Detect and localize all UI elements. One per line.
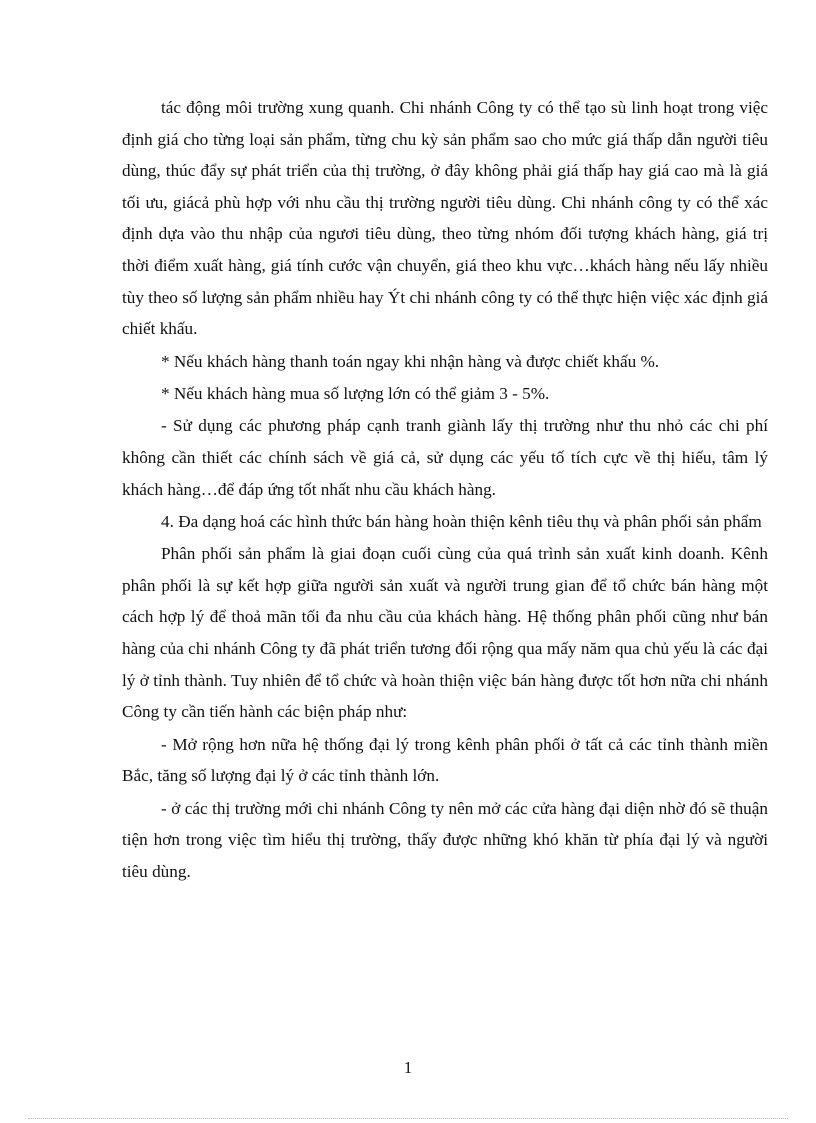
paragraph-pricing-flexibility: tác động môi trường xung quanh. Chi nhánh Công ty có thể tạo sù linh hoạt trong việc định giá cho từng loại sản phẩm, từng chu kỳ sản phẩm sao cho mức giá thấp dẫn người tiêu dùng, thúc đẩy sự phát triển của thị trường, ở đây không phải giá thấp hay giá cao mà là giá tối ưu, giácả phù hợp với nhu cầu thị trường người tiêu dùng. Chi nhánh công ty có thể xác định dựa vào thu nhập của ngươi tiêu dùng, theo từng nhóm đối tượng khách hàng, giá trị thời điểm xuất hàng, giá tính cước vận chuyển, giá theo khu vực…khách hàng nếu lấy nhiều tùy theo số lượng sản phẩm nhiều hay Ýt chi nhánh công ty có thể thực hiện việc xác định giá chiết khấu. bbox=[122, 98, 768, 339]
paragraph-new-market-stores: - ở các thị trường mới chi nhánh Công ty nên mở các cửa hàng đại diện nhờ đó sẽ thuận tiện hơn trong việc tìm hiểu thị trường, thấy được những khó khăn từ phía đại lý và người tiêu dùng. bbox=[122, 798, 768, 881]
document-body bbox=[122, 92, 768, 887]
bullet-bulk-purchase-discount: * Nếu khách hàng mua số lượng lớn có thể giảm 3 - 5%. bbox=[161, 383, 550, 403]
page-bottom-divider bbox=[28, 1118, 788, 1119]
paragraph-distribution-overview: Phân phối sản phẩm là giai đoạn cuối cùng của quá trình sản xuất kinh doanh. Kênh phân phối là sự kết hợp giữa người sản xuất và người trung gian để tổ chức bán hàng một cách hợp lý để thoả mãn tối đa nhu cầu của khách hàng. Hệ thống phân phối cũng như bán hàng của chi nhánh Công ty đã phát triển tương đối rộng qua mấy năm qua chủ yếu là các đại lý ở tỉnh thành. Tuy nhiên để tổ chức và hoàn thiện việc bán hàng được tốt hơn nữa chi nhánh Công ty cần tiến hành các biện pháp như: bbox=[122, 544, 768, 722]
page-number: 1 bbox=[403, 1058, 413, 1077]
paragraph-expand-agents: - Mở rộng hơn nữa hệ thống đại lý trong kênh phân phối ở tất cả các tỉnh thành miền Bắc, tăng số lượng đại lý ở các tỉnh thành lớn. bbox=[122, 734, 768, 786]
bullet-immediate-payment-discount: * Nếu khách hàng thanh toán ngay khi nhận hàng và được chiết khấu %. bbox=[161, 351, 660, 371]
paragraph-competitive-methods: - Sử dụng các phương pháp cạnh tranh giành lấy thị trường như thu nhỏ các chi phí không cần thiết các chính sách về giá cả, sử dụng các yếu tố tích cực về thị hiếu, tâm lý khách hàng…để đáp ứng tốt nhất nhu cầu khách hàng. bbox=[122, 416, 768, 499]
section-heading-distribution: 4. Đa dạng hoá các hình thức bán hàng hoàn thiện kênh tiêu thụ và phân phối sản phẩm bbox=[161, 511, 762, 531]
